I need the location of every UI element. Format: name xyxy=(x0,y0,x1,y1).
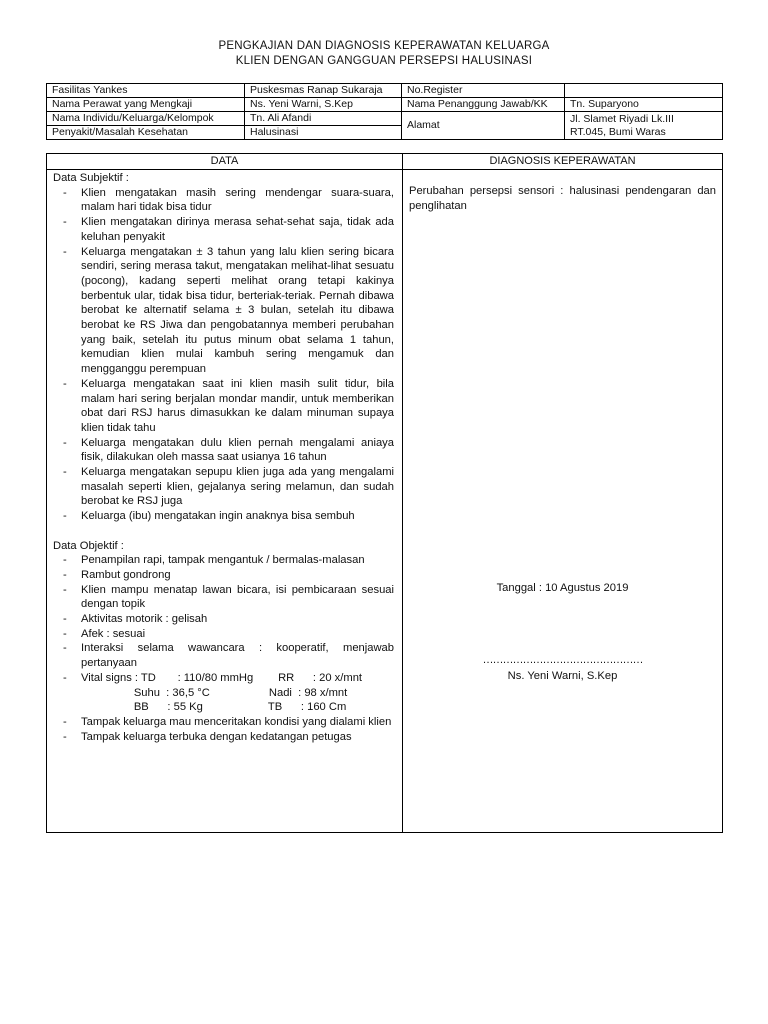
list-item: - Keluarga mengatakan ± 3 tahun yang lalu klien sering bicara sendiri, sering merasa takut, mengatakan melihat-lihat sesuatu (pocong), kadang seperti melihat orang tetapi kakinya berbentuk ular, tidak bisa tidur, berteriak-teriak. Pernah dibawa berobat ke alternatif selama ± 3 bulan, setelah itu dibawa berobat ke RS Jiwa dan pengobatannya memberi perubahan yang baik, setelah itu putus minum obat selama 1 tahun, kemudian klien mulai kambuh sering mengamuk dan mengganggu perempuan xyxy=(53,245,394,377)
column-header-diagnosis: DIAGNOSIS KEPERAWATAN xyxy=(489,155,636,167)
document-title-line2: KLIEN DENGAN GANGGUAN PERSEPSI HALUSINASI xyxy=(235,55,533,67)
list-item: - Tampak keluarga mau menceritakan kondisi yang dialami klien xyxy=(53,715,394,730)
perawat-label: Nama Perawat yang Mengkaji xyxy=(47,98,245,112)
list-item: - Klien mengatakan dirinya merasa sehat-sehat saja, tidak ada keluhan penyakit xyxy=(53,215,394,244)
alamat-line2: RT.045, Bumi Waras xyxy=(570,125,666,138)
alamat-label: Alamat xyxy=(402,112,565,140)
list-item: - Rambut gondrong xyxy=(53,568,394,583)
perawat-value: Ns. Yeni Warni, S.Kep xyxy=(245,98,402,112)
document-title-line1: PENGKAJIAN DAN DIAGNOSIS KEPERAWATAN KELUARGA xyxy=(218,40,550,52)
list-item: - Afek : sesuai xyxy=(53,627,394,642)
list-item: - Penampilan rapi, tampak mengantuk / bermalas-malasan xyxy=(53,553,394,568)
column-divider xyxy=(402,154,403,832)
diagnosis-date: Tanggal : 10 Agustus 2019 xyxy=(496,582,629,594)
penanggung-value: Tn. Suparyono xyxy=(565,98,723,112)
column-header-data: DATA xyxy=(210,155,239,167)
individu-label: Nama Individu/Keluarga/Kelompok xyxy=(47,112,245,126)
subjektif-title: Data Subjektif : xyxy=(53,172,129,184)
diagnosis-text: Perubahan persepsi sensori : halusinasi pendengaran dan penglihatan xyxy=(409,185,716,212)
fasilitas-label: Fasilitas Yankes xyxy=(47,84,245,98)
list-item: - Keluarga mengatakan dulu klien pernah mengalami aniaya fisik, dilakukan oleh massa saat usianya 16 tahun xyxy=(53,436,394,465)
vital-row-1: - Vital signs : TD : 110/80 mmHg RR : 20 x/mnt xyxy=(81,671,363,684)
register-value xyxy=(565,84,723,98)
objektif-title: Data Objektif : xyxy=(53,539,124,552)
list-item: - Aktivitas motorik : gelisah xyxy=(53,612,394,627)
vital-row-2: Suhu : 36,5 °C Nadi : 98 x/mnt xyxy=(81,686,348,699)
alamat-value xyxy=(565,112,723,140)
penyakit-label: Penyakit/Masalah Kesehatan xyxy=(47,126,245,140)
signature-line: ………………………………………… xyxy=(482,654,643,666)
subjektif-list xyxy=(53,186,394,524)
identity-table xyxy=(46,83,723,140)
list-item: - Klien mengatakan masih sering mendengar suara-suara, malam hari tidak bisa tidur xyxy=(53,186,394,215)
list-item: - Tampak keluarga terbuka dengan kedatangan petugas xyxy=(53,730,394,745)
penyakit-value: Halusinasi xyxy=(245,126,402,140)
alamat-line1: Jl. Slamet Riyadi Lk.III xyxy=(570,113,674,125)
list-item: - Klien mampu menatap lawan bicara, isi pembicaraan sesuai dengan topik xyxy=(53,583,394,612)
fasilitas-value: Puskesmas Ranap Sukaraja xyxy=(245,84,402,98)
list-item: - Keluarga mengatakan saat ini klien masih sulit tidur, bila malam hari sering berjalan mondar mandir, untuk memberikan obat dari RSJ harus dimasukkan ke dalam minuman supaya klien tidak tahu xyxy=(53,377,394,436)
individu-value: Tn. Ali Afandi xyxy=(245,112,402,126)
header-divider xyxy=(47,169,722,170)
list-item: - Keluarga (ibu) mengatakan ingin anaknya bisa sembuh xyxy=(53,509,394,524)
register-label: No.Register xyxy=(402,84,565,98)
list-item: - Keluarga mengatakan sepupu klien juga ada yang mengalami masalah seperti klien, gejalanya sering melamun, dan sudah berobat ke RSJ juga xyxy=(53,465,394,509)
data-column xyxy=(53,171,394,744)
signer-name: Ns. Yeni Warni, S.Kep xyxy=(507,670,618,682)
assessment-table xyxy=(46,153,723,833)
penanggung-label: Nama Penanggung Jawab/KK xyxy=(402,98,565,112)
list-item: - Interaksi selama wawancara : kooperatif, menjawab pertanyaan xyxy=(53,641,394,670)
objektif-list xyxy=(53,553,394,744)
vital-signs-item xyxy=(53,671,394,715)
vital-row-3: BB : 55 Kg TB : 160 Cm xyxy=(81,701,347,714)
